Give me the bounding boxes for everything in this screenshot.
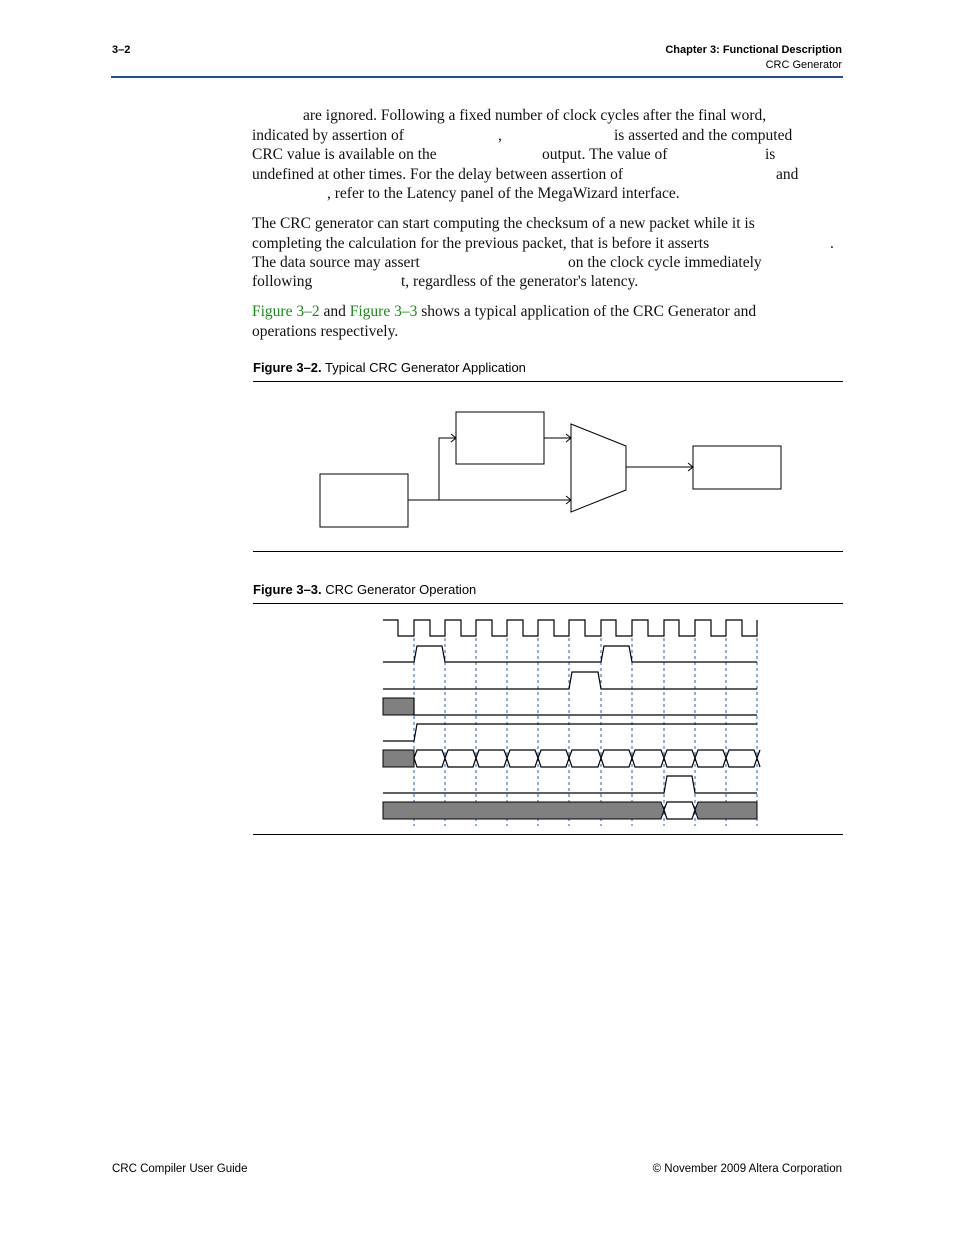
eop-waveform bbox=[383, 672, 757, 689]
p1-line-2c: is asserted and the computed bbox=[614, 127, 793, 144]
p1-line-3c: is bbox=[765, 146, 776, 163]
reset-waveform bbox=[414, 698, 757, 715]
checksum-bus-waveform bbox=[383, 802, 757, 819]
footer-guide-title: CRC Compiler User Guide bbox=[112, 1163, 248, 1175]
p3-line-2: operations respectively. bbox=[252, 323, 399, 340]
figure-3-3-number: Figure 3–3. bbox=[253, 582, 322, 597]
clock-cycle-guides bbox=[414, 620, 757, 826]
figure-3-3-link[interactable]: Figure 3–3 bbox=[349, 303, 418, 320]
undefined-region bbox=[383, 698, 414, 715]
p2-line-2b: . bbox=[830, 235, 834, 252]
clock-waveform bbox=[383, 620, 757, 636]
sop-waveform bbox=[383, 646, 757, 662]
valid-waveform bbox=[383, 724, 757, 741]
crc-valid-waveform bbox=[383, 776, 757, 793]
chapter-title: Chapter 3: Functional Description bbox=[665, 44, 842, 56]
p1-line-3b: output. The value of bbox=[542, 146, 668, 163]
figure-3-2-title: Typical CRC Generator Application bbox=[325, 360, 526, 375]
p2-line-4b: t, regardless of the generator's latency. bbox=[401, 273, 639, 290]
figure-3-2-link[interactable]: Figure 3–2 bbox=[252, 303, 320, 320]
p1-line-1: are ignored. Following a fixed number of clock cycles after the final word, bbox=[303, 107, 767, 124]
figure-3-2-number: Figure 3–2. bbox=[253, 360, 322, 375]
p2-line-1: The CRC generator can start computing the checksum of a new packet while it is bbox=[252, 215, 755, 232]
p3-and: and bbox=[323, 303, 346, 320]
p1-line-4a: undefined at other times. For the delay between assertion of bbox=[252, 166, 624, 183]
p2-line-2a: completing the calculation for the previous packet, that is before it asserts bbox=[252, 235, 710, 252]
data-undefined-region bbox=[383, 750, 414, 767]
p1-line-2b: , bbox=[498, 127, 502, 144]
p1-line-3a: CRC value is available on the bbox=[252, 146, 437, 163]
data-bus-waveform bbox=[414, 750, 760, 767]
figure-3-3-title: CRC Generator Operation bbox=[325, 582, 477, 597]
page-number: 3–2 bbox=[112, 44, 131, 56]
footer-copyright: © November 2009 Altera Corporation bbox=[652, 1163, 842, 1175]
section-title: CRC Generator bbox=[765, 59, 842, 71]
p1-line-2a: indicated by assertion of bbox=[252, 127, 404, 144]
figure-3-3-bottom-rule bbox=[253, 834, 843, 835]
p2-line-3a: The data source may assert bbox=[252, 254, 420, 271]
p1-line-4b: and bbox=[776, 166, 799, 183]
p1-line-5: , refer to the Latency panel of the MegaWizard interface. bbox=[327, 185, 680, 202]
p2-line-4a: following bbox=[252, 273, 313, 290]
p2-line-3b: on the clock cycle immediately bbox=[568, 254, 762, 271]
p3-rest: shows a typical application of the CRC Generator and bbox=[421, 303, 757, 320]
